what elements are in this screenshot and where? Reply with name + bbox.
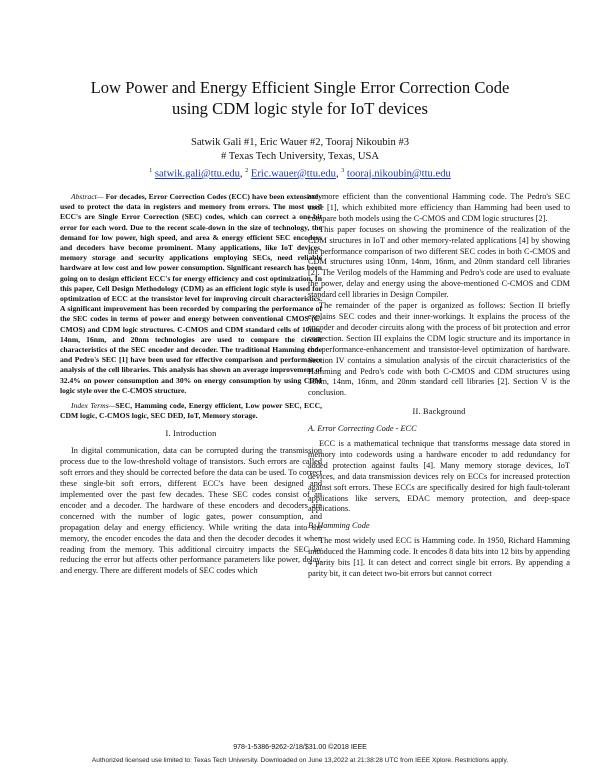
email-link-2[interactable]: Eric.wauer@ttu.edu <box>250 168 336 180</box>
index-terms-label: Index Terms— <box>71 401 116 411</box>
license-banner: Authorized licensed use limited to: Texas Tech University. Downloaded on June 13,2022 at 21:38:28 UTC from IEEE Xplore. Restrictions apply. <box>91 757 509 764</box>
author-affiliation: # Texas Tech University, Texas, USA <box>220 151 380 162</box>
right-paragraph-2: This paper focuses on showing the prominence of the realization of the CDM structures in IoT and other memory-related applications [4] by showing the performance comparison of two different SEC codes in both C-CMOS and CDM structures using 10nm, 14nm, 16nm, and 20nm standard cell libraries [2]. The Verilog models of the Hamming and Pedro's code are used to evaluate the power, delay and energy using the above-mentioned C-CMOS and CDM standard cell libraries in Design Compiler. <box>308 224 570 300</box>
section-heading-background: II. Background <box>412 407 466 417</box>
background-paragraph-1: ECC is a mathematical technique that transforms message data stored in memory into codewords using a hardware encoder to add redundancy for added protection against faults [4]. Many memory storage devices, IoT devices, and data transmission devices rely on ECCs for increased protection against soft errors. These ECCs are specifically desired for high fault-tolerant applications like servers, EDAC memory protection, and deep-space applications. <box>308 439 570 514</box>
author-emails: $^1$ satwik.gali@ttu.edu, $^2$ Eric.wauer@ttu.edu, $^3$ tooraj.nikoubin@ttu.edu <box>149 168 451 180</box>
abstract-text: For decades, Error Correction Codes (ECC) have been extensively used to protect the data in registers and memory from errors. The most used ECC's are Single Error Correction (SEC) codes, which can correct a one-bit error for each word. Due to the recent scale-down in the size of technology, the demand for low power, high speed, and area & energy efficient SEC encoders and decoders have become prominent. Many applications, like IoT devices, memory storage and security applications employing SECs, need reliable hardware at low cost and low power consumption. Significant research has been going on to design efficient ECC's for energy efficiency and cost optimization. In this paper, Cell Design Methodology (CDM) as an efficient logic style is used for optimization of ECC at the transistor level for improving circuit characteristics. A significant improvement has been recorded by comparing the performance of the SEC codes in terms of power and energy between conventional CMOS (C-CMOS) and CDM logic structures. C-CMOS and CDM standard cells of 10nm, 14nm, 16nm, and 20nm technologies are used to compare the circuit characteristics of the SEC encoder and decoder. The traditional Hamming code and Pedro's SEC [1] have been used for effective comparison and performance analysis of the cell libraries. This analysis has shown an average improvement of 32.4% on power consumption and 30% on energy consumption by using CDM logic style over the C-CMOS structure. <box>60 192 322 395</box>
isbn-footer: 978-1-5386-9262-2/18/$31.00 ©2018 IEEE <box>233 744 367 751</box>
index-terms <box>60 401 322 421</box>
email-link-1[interactable]: satwik.gali@ttu.edu <box>154 168 240 180</box>
title-line-2: using CDM logic style for IoT devices <box>172 99 428 118</box>
right-paragraph-1: are more efficient than the conventional Hamming code. The Pedro's SEC code [1], which exhibited more efficiency than Hamming had been used to compare both models using the C-CMOS and CDM logic structures [2]. <box>308 192 570 223</box>
title-line-1: Low Power and Energy Efficient Single Error Correction Code <box>90 78 510 97</box>
author-names: Satwik Gali #1, Eric Wauer #2, Tooraj Nikoubin #3 <box>190 137 410 148</box>
background-paragraph-2: The most widely used ECC is Hamming code. In 1950, Richard Hamming introduced the Hamming code. It encodes 8 data bits into 12 bits by appending 4 parity bits [1]. It can detect and correct single bit errors. By appending a parity bit, it can detect two-bit errors but cannot correct <box>308 536 570 578</box>
left-column <box>60 192 322 577</box>
abstract <box>60 192 322 396</box>
paper-title <box>40 77 560 119</box>
author-block <box>40 136 560 182</box>
subsection-heading-ecc: A. Error Correcting Code - ECC <box>308 424 417 434</box>
intro-paragraph: In digital communication, data can be corrupted during the transmission process due to the low-threshold voltage of transistors. Such errors are called soft errors and they should be corrected before the data can be used. To correct these single-bit soft errors, different ECC's have been designed and implemented over the past few decades. These SEC codes consist of an encoder and a decoder. The hardware of these encoders and decoders are concerned with the number of logic gates, power consumption, and propagation delay and energy efficiency. While writing the data into the memory, the encoder encodes the data and then the decoder decodes it when reading from the memory. This additional circuitry impacts the SEC by reducing the error but affects other performance parameters like power, delay, and energy. There are different models of SEC codes which <box>60 446 322 576</box>
subsection-heading-hamming: B. Hamming Code <box>308 521 370 531</box>
email-link-3[interactable]: tooraj.nikoubin@ttu.edu <box>346 168 451 180</box>
abstract-label: Abstract— <box>71 192 104 201</box>
right-paragraph-3: The remainder of the paper is organized as follows: Section II briefly explains SEC codes and their inner-workings. It explains the process of the encoder and decoder circuits along with the process of bit protection and error correction. Section III explains the CDM logic structure and its importance in the performance-enhancement and transistor-level optimization of hardware. Section IV contains a simulation analysis of the circuit characteristics of the Hamming and Pedro's code with both C-CMOS and CDM structures using 10nm, 14nm, 16nm, and 20nm standard cell libraries [2]. Section V is the conclusion. <box>308 301 570 398</box>
right-column <box>308 192 570 580</box>
section-heading-introduction: I. Introduction <box>165 429 217 439</box>
index-terms-text: SEC, Hamming code, Energy efficient, Low power SEC, ECC, CDM logic, C-CMOS logic, SEC DED, IoT, Memory storage. <box>60 401 322 421</box>
